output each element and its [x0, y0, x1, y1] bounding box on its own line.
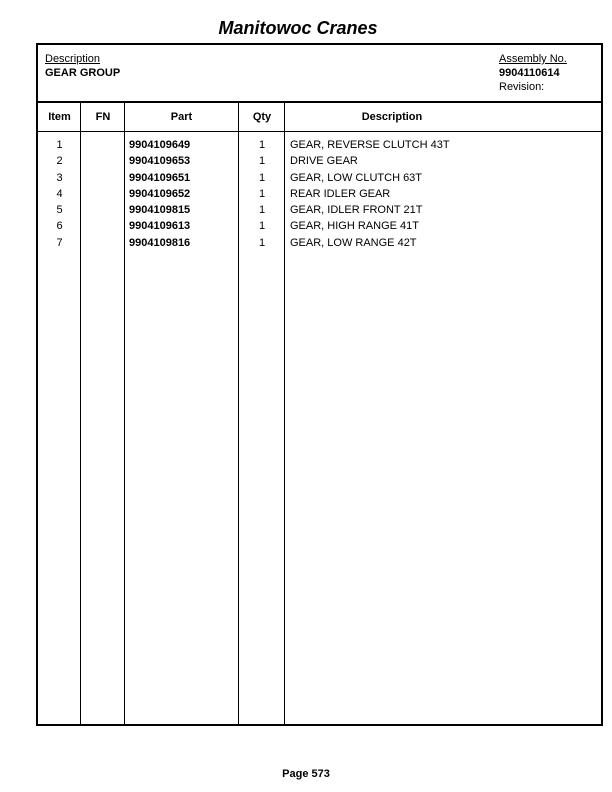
quantity: 1 — [258, 204, 266, 217]
item-number: 6 — [56, 220, 63, 233]
part-description: GEAR, REVERSE CLUTCH 43T — [290, 139, 450, 151]
item-number: 7 — [56, 236, 63, 249]
item-number: 5 — [56, 204, 63, 217]
column-header-item: Item — [48, 111, 71, 123]
parts-list-frame — [36, 43, 603, 726]
part-number: 9904109649 — [129, 139, 191, 151]
document-title: Manitowoc Cranes — [218, 18, 378, 38]
revision-label: Revision: — [499, 81, 545, 93]
part-description: GEAR, LOW CLUTCH 63T — [290, 171, 423, 184]
item-number: 3 — [56, 171, 63, 184]
assembly-number-label: Assembly No. — [499, 53, 567, 65]
description-value: GEAR GROUP — [45, 67, 121, 79]
parts-table-body — [38, 139, 601, 253]
table-row — [38, 155, 601, 171]
item-number: 2 — [56, 155, 63, 168]
quantity: 1 — [258, 236, 266, 249]
part-number: 9904109653 — [129, 155, 191, 168]
quantity: 1 — [258, 155, 266, 168]
item-number: 4 — [56, 187, 63, 200]
part-number: 9904109651 — [129, 171, 191, 184]
part-number: 9904109652 — [129, 187, 191, 200]
part-description: DRIVE GEAR — [290, 155, 358, 168]
part-description: GEAR, IDLER FRONT 21T — [290, 204, 423, 217]
column-header-description: Description — [361, 111, 423, 123]
table-row — [38, 204, 601, 220]
part-description: GEAR, HIGH RANGE 41T — [290, 220, 419, 233]
column-header-fn: FN — [95, 111, 111, 123]
table-row — [38, 220, 601, 236]
table-row — [38, 139, 601, 155]
column-header-qty: Qty — [252, 111, 272, 123]
quantity: 1 — [258, 171, 266, 184]
part-number: 9904109816 — [129, 236, 191, 249]
part-number: 9904109815 — [129, 204, 191, 217]
quantity: 1 — [258, 139, 266, 151]
column-header-part: Part — [170, 111, 193, 123]
assembly-header — [38, 45, 601, 103]
part-description: GEAR, LOW RANGE 42T — [290, 236, 417, 249]
table-header-row — [38, 103, 601, 132]
part-description: REAR IDLER GEAR — [290, 187, 391, 200]
assembly-number-value: 9904110614 — [499, 67, 560, 79]
description-label: Description — [45, 53, 101, 65]
table-row — [38, 172, 601, 188]
page-number: Page 573 — [282, 768, 330, 780]
quantity: 1 — [258, 220, 266, 233]
item-number: 1 — [56, 139, 63, 151]
part-number: 9904109613 — [129, 220, 191, 233]
table-row — [38, 237, 601, 253]
quantity: 1 — [258, 187, 266, 200]
table-row — [38, 188, 601, 204]
